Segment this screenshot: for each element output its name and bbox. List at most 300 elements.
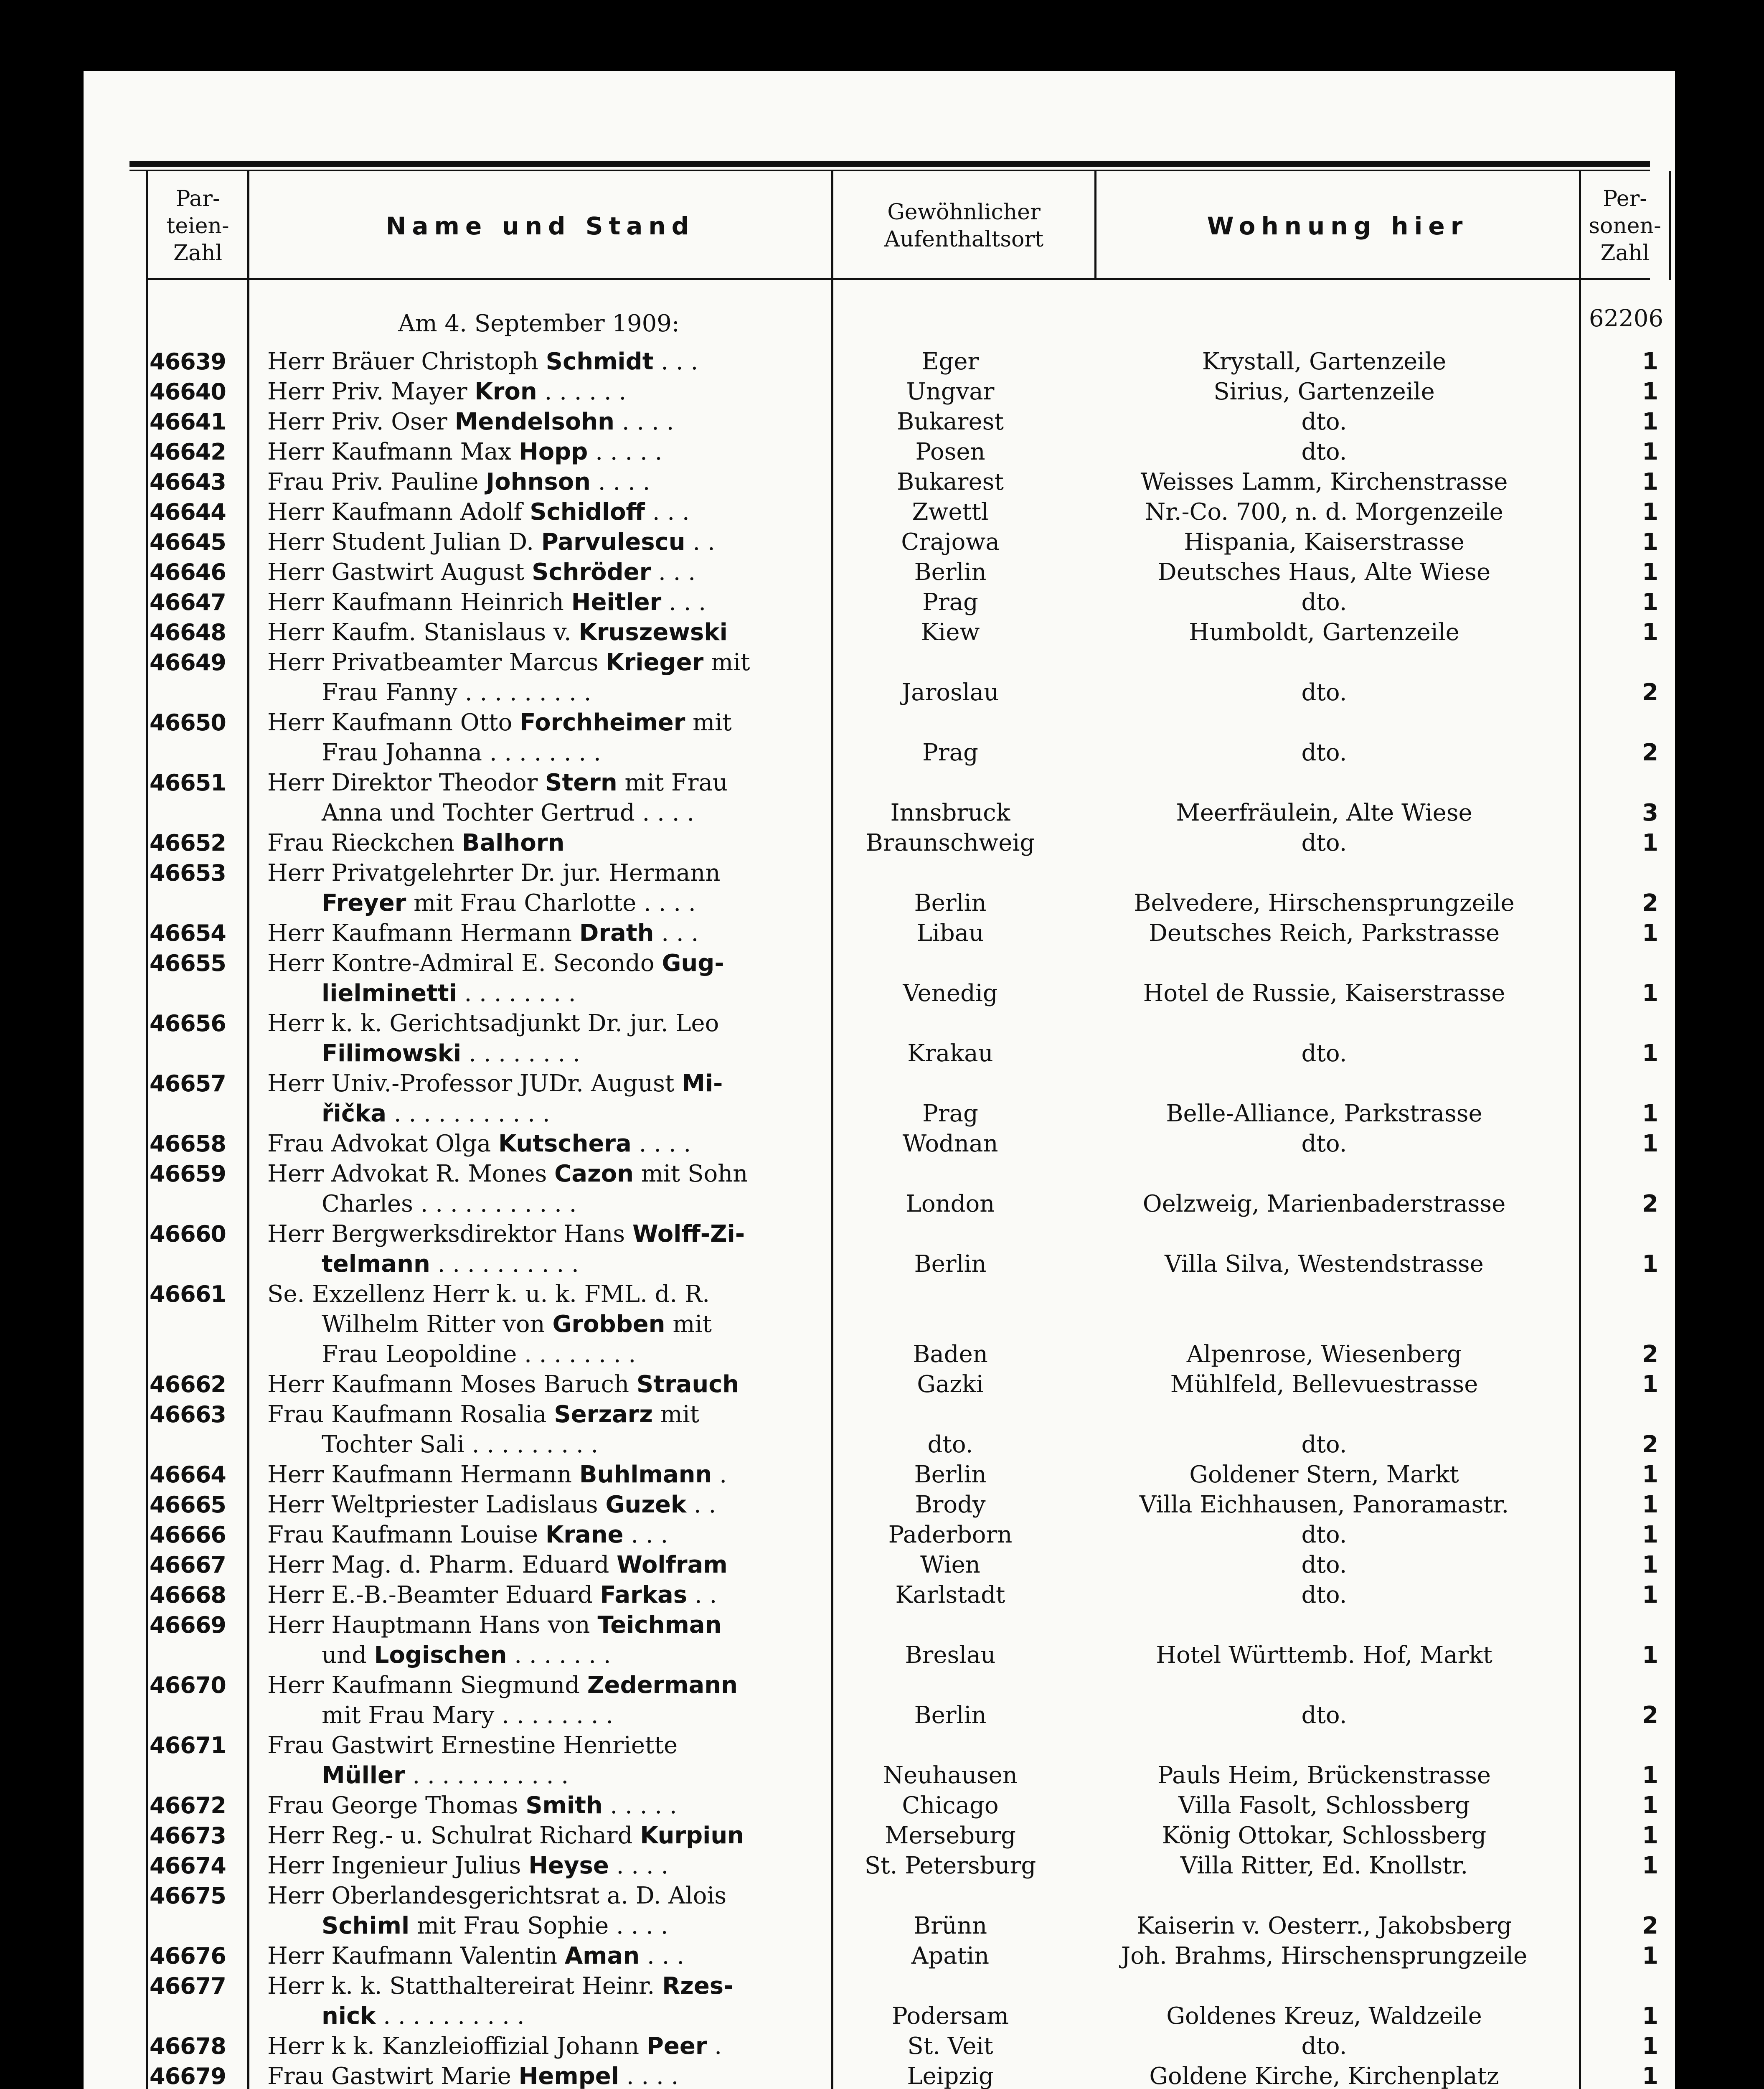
entry-persons: 1	[1642, 920, 1658, 947]
entry-name	[267, 1821, 827, 1851]
entry-name-text: Herr Privatbeamter Marcus	[267, 649, 606, 676]
entry-name-text: . . . .	[609, 1852, 669, 1879]
table-row	[84, 1851, 1675, 1881]
entry-surname: Krieger	[606, 649, 704, 676]
entry-name-text: Herr Advokat R. Mones	[267, 1160, 555, 1187]
entry-name-text: . . .	[661, 589, 706, 616]
entry-name-text: Herr Weltpriester Ladislaus	[267, 1491, 606, 1518]
table-row	[84, 1731, 1675, 1791]
entry-name	[267, 1400, 827, 1460]
entry-surname: Schröder	[532, 559, 651, 586]
entry-origin: Berlin	[914, 1461, 987, 1488]
entry-origin: Prag	[922, 739, 978, 766]
entry-surname: řička	[322, 1100, 387, 1127]
entry-name-text: Herr k. k. Statthaltereirat Heinr.	[267, 1972, 662, 2000]
entry-origin: Berlin	[914, 559, 987, 586]
entry-origin: Posen	[915, 438, 985, 465]
entry-name-line	[267, 738, 827, 768]
entry-number: 46650	[150, 709, 226, 736]
entry-number: 46675	[150, 1883, 226, 1909]
entry-persons: 1	[1642, 1852, 1658, 1879]
entry-name-line	[267, 978, 827, 1009]
entry-name-text: .	[712, 1461, 727, 1488]
entry-number: 46671	[150, 1732, 226, 1759]
entry-persons: 1	[1642, 1642, 1658, 1669]
entry-surname: Kurpiun	[640, 1822, 744, 1849]
entry-name-text: . . . . . . . . . .	[430, 1250, 579, 1278]
entry-name	[267, 1791, 827, 1821]
entry-surname: Rzes-	[662, 1972, 734, 2000]
entry-residence: Meerfräulein, Alte Wiese	[1176, 799, 1472, 826]
entry-origin: Prag	[922, 1100, 978, 1127]
entry-name	[267, 587, 827, 618]
table-row	[84, 1610, 1675, 1670]
entry-persons: 1	[1642, 1551, 1658, 1578]
entry-origin: Crajowa	[901, 529, 1000, 556]
entry-name	[267, 377, 827, 407]
entry-persons: 2	[1642, 1702, 1658, 1729]
entry-residence: dto.	[1301, 1702, 1347, 1729]
header-name: Name und Stand	[386, 211, 695, 240]
entry-name-text: . . . . . . . .	[461, 1040, 580, 1067]
entry-name-text: . .	[687, 1581, 717, 1609]
entry-number: 46668	[150, 1582, 226, 1608]
entry-name-text: Herr k. k. Gerichtsadjunkt Dr. jur. Leo	[267, 1010, 719, 1037]
entry-name	[267, 1490, 827, 1520]
table-row	[84, 768, 1675, 828]
entry-persons: 1	[1642, 468, 1658, 496]
entry-surname: Wolfram	[617, 1551, 728, 1578]
table-row	[84, 497, 1675, 527]
entry-name	[267, 1279, 827, 1370]
entry-name-line	[267, 2031, 827, 2061]
entry-name-text: Herr Kaufmann Valentin	[267, 1942, 565, 1970]
entry-name-text: . . . . . . . . . . .	[386, 1100, 550, 1127]
entry-name-text: . . .	[651, 559, 696, 586]
entry-name-text: Herr Kaufmann Heinrich	[267, 589, 571, 616]
entry-name-line	[267, 858, 827, 888]
entry-number: 46642	[150, 439, 226, 465]
entry-name	[267, 1520, 827, 1550]
entry-surname: Kruszewski	[579, 619, 728, 646]
entry-name-text: Herr Privatgelehrter Dr. jur. Hermann	[267, 859, 721, 887]
table-row	[84, 377, 1675, 407]
date-line: Am 4. September 1909:	[398, 310, 680, 337]
table-row	[84, 618, 1675, 648]
table-row	[84, 1400, 1675, 1460]
entry-name-text: Herr Kaufmann Otto	[267, 709, 520, 736]
entry-residence: König Ottokar, Schlossberg	[1162, 1822, 1487, 1849]
entry-origin: Berlin	[914, 1250, 987, 1278]
entry-number: 46663	[150, 1401, 226, 1428]
entry-name-line	[267, 1189, 827, 1219]
entry-name-text: Herr k k. Kanzleioffizial Johann	[267, 2033, 647, 2060]
entry-name-line	[267, 1580, 827, 1610]
entry-name	[267, 1370, 827, 1400]
entry-number: 46648	[150, 619, 226, 646]
entry-name	[267, 347, 827, 377]
entry-residence: Villa Fasolt, Schlossberg	[1178, 1792, 1470, 1819]
entry-name-text: Herr Bergwerksdirektor Hans	[267, 1220, 632, 1248]
entry-origin: Gazki	[917, 1371, 984, 1398]
entry-name-text: Herr Student Julian D.	[267, 529, 541, 556]
entry-persons: 1	[1642, 1581, 1658, 1609]
entry-name-line	[267, 1670, 827, 1700]
entry-persons: 1	[1642, 2063, 1658, 2089]
entry-origin: Venedig	[903, 980, 998, 1007]
entry-number: 46662	[150, 1371, 226, 1398]
entry-name-text: mit	[685, 709, 732, 736]
entry-name-text: . .	[685, 529, 715, 556]
entry-name-text: Herr Kaufm. Stanislaus v.	[267, 619, 579, 646]
entry-origin: London	[906, 1190, 995, 1217]
table-row	[84, 1971, 1675, 2031]
entry-surname: Johnson	[486, 468, 591, 496]
table-row	[84, 1520, 1675, 1550]
entry-name-line	[267, 1009, 827, 1039]
entry-origin: Ungvar	[906, 378, 995, 405]
entry-origin: Paderborn	[888, 1521, 1013, 1548]
entry-name-text: Frau Kaufmann Rosalia	[267, 1401, 554, 1428]
entry-surname: Schidloff	[530, 498, 645, 526]
entry-name-text: . . . . . . . .	[457, 980, 576, 1007]
table-row	[84, 1129, 1675, 1159]
entry-name-line	[267, 1971, 827, 2001]
entry-name-text: Herr Kaufmann Hermann	[267, 1461, 579, 1488]
entry-name-text: . . . .	[631, 1130, 691, 1157]
entry-name-line	[267, 1219, 827, 1249]
entry-name-text: Herr Ingenieur Julius	[267, 1852, 529, 1879]
entry-number: 46647	[150, 589, 226, 615]
entry-name	[267, 497, 827, 527]
entry-persons: 1	[1642, 1100, 1658, 1127]
entry-persons: 1	[1642, 348, 1658, 375]
entry-name-text: mit	[652, 1401, 700, 1428]
entry-surname: Forchheimer	[520, 709, 685, 736]
entry-name-line	[267, 1520, 827, 1550]
entry-residence: dto.	[1301, 2033, 1347, 2060]
entry-name-text: Frau Rieckchen	[267, 829, 462, 856]
entry-origin: dto.	[927, 1431, 973, 1458]
table-row	[84, 407, 1675, 437]
entry-surname: Farkas	[600, 1581, 688, 1609]
entry-name-text: Frau Johanna . . . . . . . .	[322, 739, 601, 766]
entry-name-line	[267, 1460, 827, 1490]
table-row	[84, 1550, 1675, 1580]
entry-name-line	[267, 1731, 827, 1761]
entry-name-text: Anna und Tochter Gertrud . . . .	[322, 799, 695, 826]
entry-number: 46679	[150, 2063, 226, 2089]
table-row	[84, 587, 1675, 618]
entry-number: 46661	[150, 1281, 226, 1307]
entry-name-line	[267, 557, 827, 587]
entry-origin: Eger	[921, 348, 979, 375]
entry-name-text: Frau Fanny . . . . . . . . .	[322, 679, 591, 706]
entry-name-line	[267, 1640, 827, 1670]
entry-name-text: Frau Kaufmann Louise	[267, 1521, 546, 1548]
entry-residence: Hispania, Kaiserstrasse	[1184, 529, 1465, 556]
table-row	[84, 708, 1675, 768]
entry-name	[267, 858, 827, 918]
entry-name-text: Herr Gastwirt August	[267, 559, 532, 586]
register-page	[84, 71, 1675, 2089]
entry-name-text: . . .	[653, 348, 698, 375]
entry-residence: Nr.-Co. 700, n. d. Morgenzeile	[1145, 498, 1503, 526]
header-persons: Per- sonen- Zahl	[1589, 186, 1661, 266]
entry-name-line	[267, 798, 827, 828]
entry-residence: dto.	[1301, 1581, 1347, 1609]
entry-name-text: mit Frau Mary . . . . . . . .	[322, 1702, 614, 1729]
entry-name-text: Herr Priv. Oser	[267, 408, 455, 435]
entry-residence: Oelzweig, Marienbaderstrasse	[1142, 1190, 1506, 1217]
entry-origin: Brünn	[913, 1912, 987, 1939]
entry-name-text: . . .	[623, 1521, 668, 1548]
entry-residence: Joh. Brahms, Hirschensprungzeile	[1121, 1942, 1528, 1970]
entry-origin: Bukarest	[897, 468, 1004, 496]
entry-name-text: . . . .	[619, 2063, 679, 2089]
entry-persons: 2	[1642, 1912, 1658, 1939]
entry-name-line	[267, 948, 827, 978]
entry-residence: dto.	[1301, 739, 1347, 766]
entry-surname: Heitler	[571, 589, 662, 616]
entry-number: 46657	[150, 1070, 226, 1097]
entry-name-line	[267, 1039, 827, 1069]
entry-residence: Mühlfeld, Bellevuestrasse	[1170, 1371, 1478, 1398]
entry-persons: 1	[1642, 498, 1658, 526]
entry-name-line	[267, 377, 827, 407]
entry-name	[267, 2031, 827, 2061]
entry-surname: Wolff-Zi-	[632, 1220, 745, 1248]
entry-number: 46644	[150, 499, 226, 525]
entry-name-line	[267, 1821, 827, 1851]
entry-persons: 1	[1642, 1130, 1658, 1157]
entry-number: 46640	[150, 379, 226, 405]
table-row	[84, 1219, 1675, 1279]
entry-residence: Hotel de Russie, Kaiserstrasse	[1143, 980, 1505, 1007]
entry-origin: Zwettl	[912, 498, 989, 526]
table-row	[84, 347, 1675, 377]
entry-surname: Aman	[564, 1942, 640, 1970]
entry-residence: Alpenrose, Wiesenberg	[1186, 1341, 1462, 1368]
entry-residence: Belle-Alliance, Parkstrasse	[1166, 1100, 1482, 1127]
entry-surname: Hempel	[518, 2063, 619, 2089]
entry-origin: Apatin	[911, 1942, 990, 1970]
entry-surname: Heyse	[528, 1852, 609, 1879]
entry-origin: Jaroslau	[901, 679, 999, 706]
entry-name-text: . . .	[654, 920, 699, 947]
entry-persons: 1	[1642, 619, 1658, 646]
entry-origin: Podersam	[891, 2003, 1009, 2030]
entry-name-line	[267, 1099, 827, 1129]
entry-name-text: Herr Reg.- u. Schulrat Richard	[267, 1822, 640, 1849]
entry-name-text: mit	[703, 649, 750, 676]
entry-residence: Krystall, Gartenzeile	[1202, 348, 1447, 375]
entry-surname: Mendelsohn	[454, 408, 615, 435]
entry-surname: Peer	[646, 2033, 707, 2060]
entry-name-line	[267, 1941, 827, 1971]
table-row	[84, 557, 1675, 587]
entry-name-text: Herr Hauptmann Hans von	[267, 1611, 598, 1639]
entry-origin: Libau	[916, 920, 984, 947]
entry-name	[267, 948, 827, 1009]
entry-name	[267, 768, 827, 828]
entry-origin: Bukarest	[897, 408, 1004, 435]
entry-number: 46654	[150, 920, 226, 946]
entry-name	[267, 437, 827, 467]
entry-origin: Innsbruck	[890, 799, 1010, 826]
entry-persons: 1	[1642, 408, 1658, 435]
entry-name-line	[267, 2001, 827, 2031]
entry-name-text: Herr Kaufmann Max	[267, 438, 519, 465]
entry-residence: Villa Eichhausen, Panoramastr.	[1139, 1491, 1509, 1518]
entry-number: 46651	[150, 770, 226, 796]
entry-residence: dto.	[1301, 1130, 1347, 1157]
table-row	[84, 648, 1675, 708]
entry-name-line	[267, 527, 827, 557]
table-row	[84, 1279, 1675, 1370]
entry-name	[267, 1069, 827, 1129]
entry-name-text: mit Sohn	[633, 1160, 748, 1187]
entry-surname: Cazon	[554, 1160, 634, 1187]
entry-residence: Deutsches Haus, Alte Wiese	[1157, 559, 1491, 586]
entry-persons: 1	[1642, 980, 1658, 1007]
entry-persons: 1	[1642, 589, 1658, 616]
entry-name-line	[267, 407, 827, 437]
entry-name-text: Se. Exzellenz Herr k. u. k. FML. d. R.	[267, 1281, 710, 1308]
entry-name-text: Herr Mag. d. Pharm. Eduard	[267, 1551, 617, 1578]
entry-name	[267, 1129, 827, 1159]
entry-name	[267, 1009, 827, 1069]
entry-name	[267, 527, 827, 557]
entry-surname: Hopp	[518, 438, 588, 465]
entry-origin: Karlstadt	[895, 1581, 1005, 1609]
total-carried: 62206	[1589, 305, 1663, 332]
entry-persons: 1	[1642, 1250, 1658, 1278]
entry-number: 46674	[150, 1853, 226, 1879]
entry-name-text: Herr Kaufmann Moses Baruch	[267, 1371, 637, 1398]
entry-name-line	[267, 1911, 827, 1941]
entry-origin: Berlin	[914, 889, 987, 917]
entry-name-text: Herr Oberlandesgerichtsrat a. D. Alois	[267, 1882, 727, 1909]
entry-origin: St. Veit	[907, 2033, 993, 2060]
entry-number: 46641	[150, 409, 226, 435]
entry-residence: dto.	[1301, 829, 1347, 856]
table-row	[84, 1159, 1675, 1219]
entry-name-line	[267, 1761, 827, 1791]
table-row	[84, 1460, 1675, 1490]
entry-name-line	[267, 1159, 827, 1189]
entry-surname: Guzek	[605, 1491, 687, 1518]
entry-origin: Braunschweig	[866, 829, 1035, 856]
entry-origin: Kiew	[921, 619, 980, 646]
entry-name-text: mit Frau	[617, 769, 728, 796]
entry-origin: Leipzig	[907, 2063, 994, 2089]
entry-origin: Brody	[915, 1491, 986, 1518]
entry-number: 46670	[150, 1672, 226, 1698]
entry-name-line	[267, 347, 827, 377]
table-row	[84, 467, 1675, 497]
entry-residence: Goldene Kirche, Kirchenplatz	[1149, 2063, 1499, 2089]
top-rule	[129, 161, 1650, 167]
entry-name-text: Herr Kaufmann Siegmund	[267, 1672, 587, 1699]
entry-name	[267, 1550, 827, 1580]
entry-surname: telmann	[322, 1250, 430, 1278]
entry-name	[267, 557, 827, 587]
entry-origin: Berlin	[914, 1702, 987, 1729]
entry-residence: Villa Silva, Westendstrasse	[1165, 1250, 1484, 1278]
entry-number: 46672	[150, 1792, 226, 1819]
entry-origin: Prag	[922, 589, 978, 616]
entry-persons: 1	[1642, 1040, 1658, 1067]
col-rule-6	[1669, 171, 1671, 280]
entry-persons: 3	[1642, 799, 1658, 826]
entry-number: 46678	[150, 2033, 226, 2059]
entry-name-text: . .	[686, 1491, 716, 1518]
entry-residence: Pauls Heim, Brückenstrasse	[1157, 1762, 1491, 1789]
table-row	[84, 1791, 1675, 1821]
entry-residence: Hotel Württemb. Hof, Markt	[1156, 1642, 1492, 1669]
entry-number: 46643	[150, 469, 226, 495]
entry-origin: Wodnan	[902, 1130, 998, 1157]
entry-persons: 2	[1642, 1190, 1658, 1217]
entry-persons: 1	[1642, 2003, 1658, 2030]
entry-name-text: . . . .	[614, 408, 674, 435]
entry-origin: Breslau	[905, 1642, 996, 1669]
entry-origin: Merseburg	[885, 1822, 1016, 1849]
entry-number: 46673	[150, 1822, 226, 1849]
entry-number: 46656	[150, 1010, 226, 1037]
entry-name	[267, 1610, 827, 1670]
entry-surname: Kron	[475, 378, 537, 405]
entry-name-line	[267, 1339, 827, 1370]
entry-persons: 1	[1642, 1491, 1658, 1518]
entry-name	[267, 1971, 827, 2031]
entry-persons: 2	[1642, 679, 1658, 706]
entry-name-text: . . . . . . .	[507, 1642, 611, 1669]
entry-residence: dto.	[1301, 679, 1347, 706]
entry-surname: nick	[322, 2003, 376, 2030]
entry-name-text: Frau Leopoldine . . . . . . . .	[322, 1341, 636, 1368]
entry-surname: Logischen	[374, 1642, 507, 1669]
entry-persons: 1	[1642, 438, 1658, 465]
entry-name-text: mit	[665, 1311, 712, 1338]
entry-name-text: Charles . . . . . . . . . . .	[322, 1190, 577, 1217]
entry-name-line	[267, 1430, 827, 1460]
table-row	[84, 1009, 1675, 1069]
entry-name-text: mit Frau Charlotte . . . .	[406, 889, 696, 917]
entry-surname: Mi-	[682, 1070, 723, 1097]
entry-residence: dto.	[1301, 438, 1347, 465]
entry-persons: 1	[1642, 378, 1658, 405]
header-number: Par- teien- Zahl	[166, 186, 229, 266]
entry-name-text: . . .	[645, 498, 690, 526]
entry-name-line	[267, 1851, 827, 1881]
entry-name-line	[267, 497, 827, 527]
entry-name-text: Herr Kaufmann Adolf	[267, 498, 530, 526]
entry-surname: Schiml	[322, 1912, 410, 1939]
entry-surname: Stern	[545, 769, 617, 796]
entry-name-line	[267, 2061, 827, 2089]
entry-number: 46666	[150, 1522, 226, 1548]
entry-residence: Kaiserin v. Oesterr., Jakobsberg	[1136, 1912, 1512, 1939]
entry-persons: 1	[1642, 1792, 1658, 1819]
entry-surname: Schmidt	[546, 348, 654, 375]
entry-residence: dto.	[1301, 1551, 1347, 1578]
entry-name-line	[267, 1249, 827, 1279]
entry-persons: 1	[1642, 1822, 1658, 1849]
table-row	[84, 1821, 1675, 1851]
entry-residence: Deutsches Reich, Parkstrasse	[1149, 920, 1500, 947]
